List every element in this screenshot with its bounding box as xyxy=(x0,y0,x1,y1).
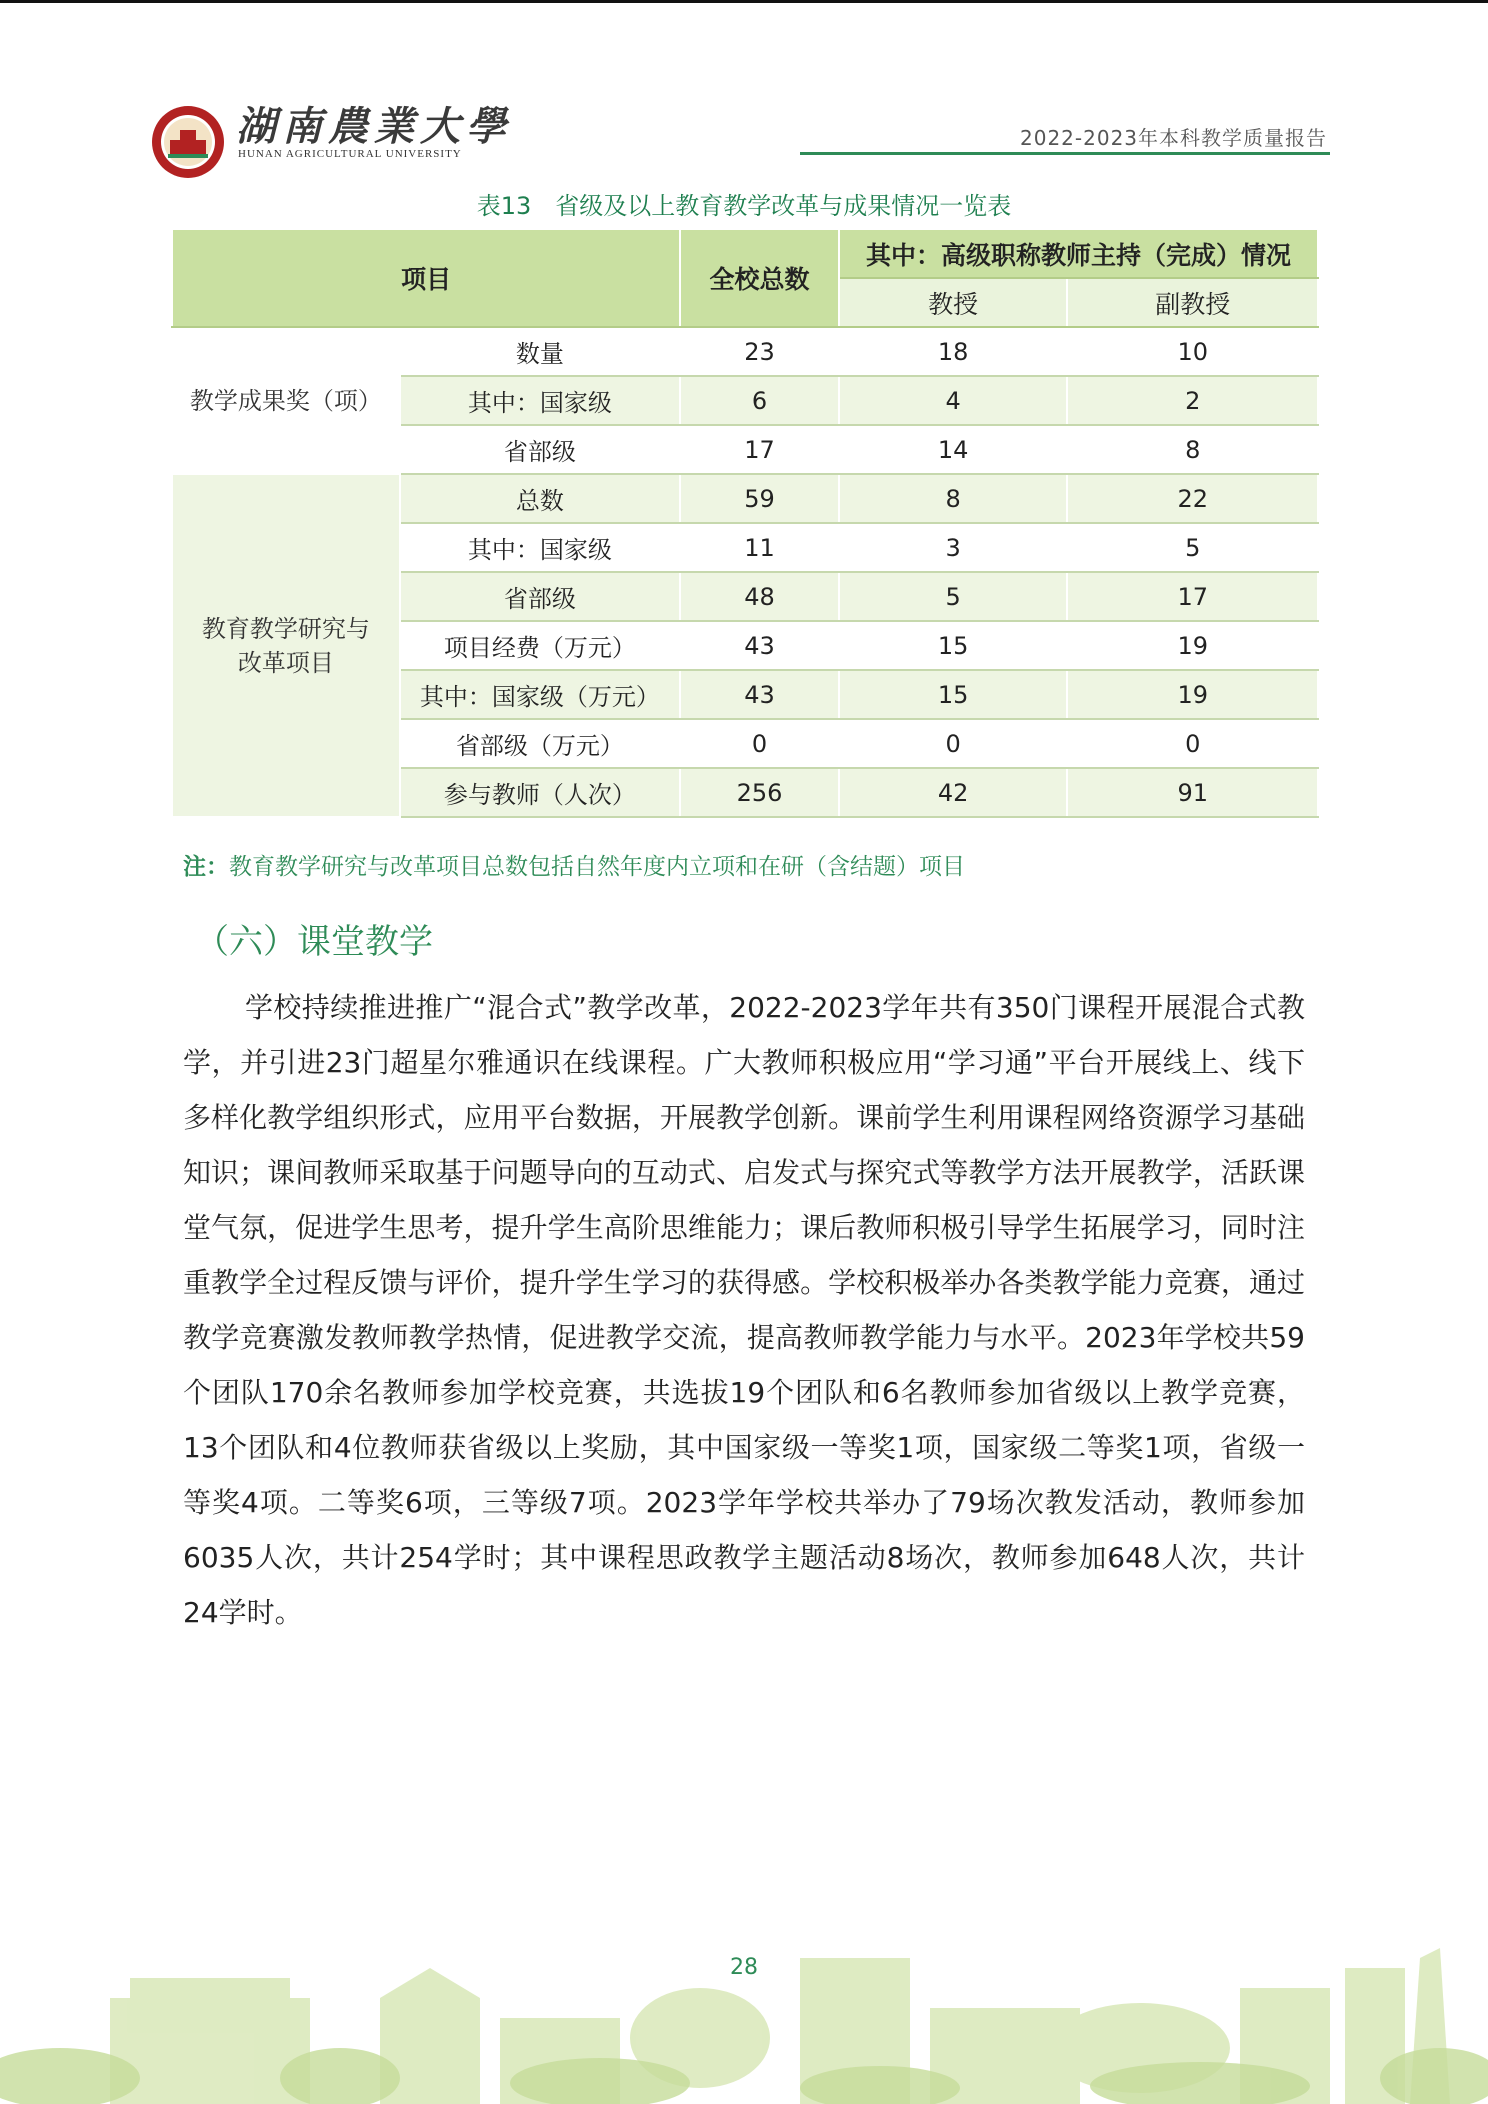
table-row xyxy=(172,327,1318,376)
report-title: 2022-2023年本科教学质量报告 xyxy=(1020,126,1328,150)
cell-assoc-professor: 8 xyxy=(1067,425,1318,474)
cell-assoc-professor: 91 xyxy=(1067,768,1318,817)
section-title: （六）课堂教学 xyxy=(195,922,433,962)
cell-assoc-professor: 2 xyxy=(1067,376,1318,425)
cell-professor: 18 xyxy=(839,327,1068,376)
cell-professor: 5 xyxy=(839,572,1068,621)
table-caption: 表13 省级及以上教育教学改革与成果情况一览表 xyxy=(476,192,1012,220)
row-label: 其中：国家级（万元） xyxy=(400,670,680,719)
table-row xyxy=(172,474,1318,523)
category-research-reform xyxy=(172,474,400,817)
cell-total: 256 xyxy=(680,768,839,817)
cell-professor: 42 xyxy=(839,768,1068,817)
cell-total: 43 xyxy=(680,670,839,719)
cell-total: 59 xyxy=(680,474,839,523)
university-name-chinese: 湖南農業大學 xyxy=(236,103,512,150)
cell-assoc-professor: 0 xyxy=(1067,719,1318,768)
reform-achievement-table xyxy=(171,228,1319,818)
cell-professor: 14 xyxy=(839,425,1068,474)
university-seal-icon xyxy=(150,104,226,180)
note-text: 教育教学研究与改革项目总数包括自然年度内立项和在研（含结题）项目 xyxy=(229,854,965,880)
header-divider xyxy=(800,152,1330,155)
cell-total: 0 xyxy=(680,719,839,768)
cell-professor: 0 xyxy=(839,719,1068,768)
cell-total: 11 xyxy=(680,523,839,572)
cell-total: 6 xyxy=(680,376,839,425)
cell-total: 23 xyxy=(680,327,839,376)
cell-total: 17 xyxy=(680,425,839,474)
cell-assoc-professor: 17 xyxy=(1067,572,1318,621)
cell-total: 43 xyxy=(680,621,839,670)
row-label: 项目经费（万元） xyxy=(400,621,680,670)
cell-professor: 15 xyxy=(839,621,1068,670)
row-label: 省部级 xyxy=(400,425,680,474)
note-label: 注： xyxy=(183,854,229,880)
row-label: 数量 xyxy=(400,327,680,376)
cell-professor: 3 xyxy=(839,523,1068,572)
table-header-row xyxy=(172,229,1318,278)
body-paragraph: 学校持续推进推广“混合式”教学改革，2022-2023学年共有350门课程开展混合式教学，并引进23门超星尔雅通识在线课程。广大教师积极应用“学习通”平台开展线上、线下多样化教学组织形式，应用平台数据，开展教学创新。课前学生利用课程网络资源学习基础知识；课间教师采取基于问题导向的互动式、启发式与探究式等教学方法开展教学，活跃课堂气氛，促进学生思考，提升学生高阶思维能力；课后教师积极引导学生拓展学习，同时注重教学全过程反馈与评价，提升学生学习的获得感。学校积极举办各类教学能力竞赛，通过教学竞赛激发教师教学热情，促进教学交流，提高教师教学能力与水平。2023年学校共59个团队170余名教师参加学校竞赛，共选拔19个团队和6名教师参加省级以上教学竞赛，13个团队和4位教师获省级以上奖励，其中国家级一等奖1项，国家级二等奖1项，省级一等奖4项。二等奖6项，三等级7项。2023学年学校共举办了79场次教发活动，教师参加6035人次，共计254学时；其中课程思政教学主题活动8场次，教师参加648人次，共计24学时。 xyxy=(183,991,1305,1629)
header-item: 项目 xyxy=(172,229,680,327)
cell-professor: 8 xyxy=(839,474,1068,523)
page-number: 28 xyxy=(730,1955,758,1980)
cell-assoc-professor: 22 xyxy=(1067,474,1318,523)
row-label: 参与教师（人次） xyxy=(400,768,680,817)
row-label: 总数 xyxy=(400,474,680,523)
cell-assoc-professor: 5 xyxy=(1067,523,1318,572)
header-assoc-professor: 副教授 xyxy=(1067,278,1318,327)
table-note xyxy=(183,848,965,881)
header-total: 全校总数 xyxy=(680,229,839,327)
cell-assoc-professor: 10 xyxy=(1067,327,1318,376)
row-label: 其中：国家级 xyxy=(400,523,680,572)
header-senior-group: 其中：高级职称教师主持（完成）情况 xyxy=(839,229,1318,278)
cell-total: 48 xyxy=(680,572,839,621)
category-line: 教育教学研究与 xyxy=(201,614,370,643)
row-label: 省部级 xyxy=(400,572,680,621)
cell-assoc-professor: 19 xyxy=(1067,670,1318,719)
university-name-english: HUNAN AGRICULTURAL UNIVERSITY xyxy=(238,148,462,160)
cell-professor: 4 xyxy=(839,376,1068,425)
cell-assoc-professor: 19 xyxy=(1067,621,1318,670)
category-teaching-award: 教学成果奖（项） xyxy=(172,327,400,474)
top-border xyxy=(0,0,1488,3)
cell-professor: 15 xyxy=(839,670,1068,719)
category-line: 改革项目 xyxy=(237,648,334,677)
header-professor: 教授 xyxy=(839,278,1068,327)
row-label: 省部级（万元） xyxy=(400,719,680,768)
row-label: 其中：国家级 xyxy=(400,376,680,425)
